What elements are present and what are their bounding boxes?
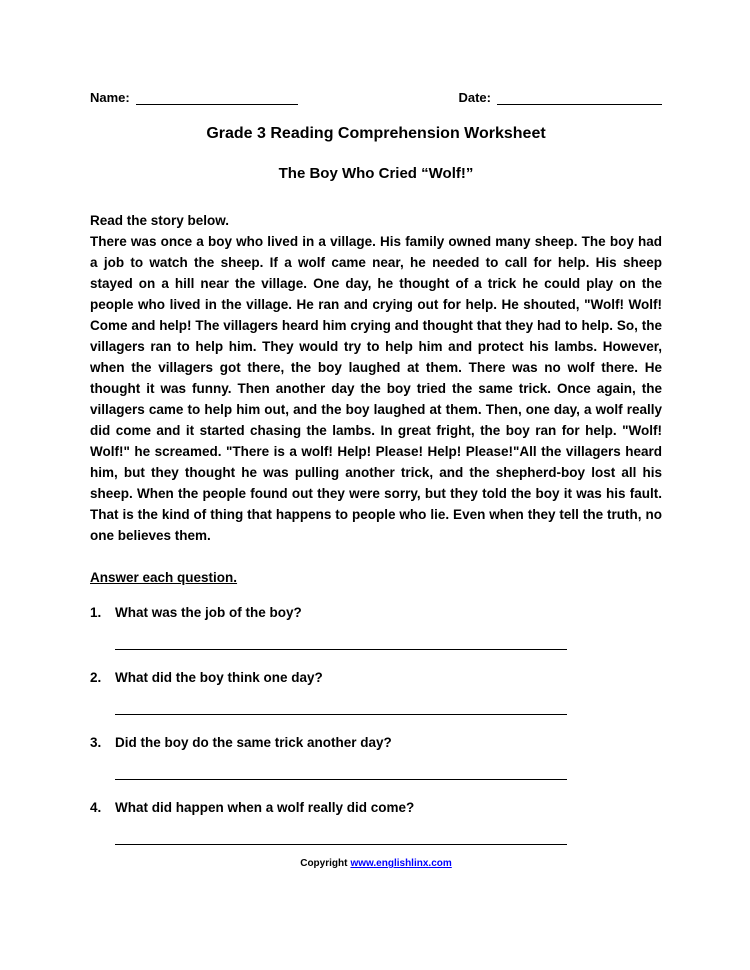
name-blank-line xyxy=(136,91,298,105)
name-label: Name: xyxy=(90,90,130,105)
question-3-text: Did the boy do the same trick another day? xyxy=(115,735,392,750)
copyright-label: Copyright xyxy=(300,858,348,869)
question-1-number: 1. xyxy=(90,605,102,620)
name-date-row xyxy=(90,90,662,105)
question-2-text: What did the boy think one day? xyxy=(115,670,323,685)
story-instruction: Read the story below. xyxy=(90,213,230,228)
answer-blank-line-1 xyxy=(115,649,567,650)
question-1-text: What was the job of the boy? xyxy=(115,605,302,620)
worksheet-title: Grade 3 Reading Comprehension Worksheet xyxy=(206,125,546,142)
answer-blank-line-3 xyxy=(115,779,567,780)
question-2 xyxy=(90,670,662,686)
name-field xyxy=(90,90,298,105)
story-title: The Boy Who Cried “Wolf!” xyxy=(278,165,474,182)
question-3 xyxy=(90,735,662,751)
answer-blank-line-4 xyxy=(115,844,567,845)
date-label: Date: xyxy=(458,90,491,105)
copyright-link[interactable]: www.englishlinx.com xyxy=(350,858,452,869)
date-field xyxy=(458,90,662,105)
footer xyxy=(90,858,662,869)
question-4-text: What did happen when a wolf really did come? xyxy=(115,800,415,815)
question-4-number: 4. xyxy=(90,800,102,815)
question-2-number: 2. xyxy=(90,670,102,685)
answer-blank-line-2 xyxy=(115,714,567,715)
date-blank-line xyxy=(497,91,662,105)
question-3-number: 3. xyxy=(90,735,102,750)
answer-heading: Answer each question. xyxy=(90,570,238,585)
story-text: There was once a boy who lived in a village. His family owned many sheep. The boy had a job to watch the sheep. If a wolf came near, he needed to call for help. His sheep stayed on a hill near the village. One day, he thought of a trick he could play on the people who lived in the village. He ran and crying out for help. He shouted, "Wolf! Wolf! Come and help! The villagers heard him crying and thought that they had to help. So, the villagers ran to help him. They would try to help him and protect his lambs. However, when the villagers got there, the boy laughed at them. There was no wolf there. He thought it was funny. Then another day the boy tried the same trick. Once again, the villagers came to help him out, and the boy laughed at them. Then, one day, a wolf really did come and it started chasing the lambs. In great fright, the boy ran for help. "Wolf! Wolf!" he screamed. "There is a wolf! Help! Please! Help! Please!"All the villagers heard him, but they thought he was pulling another trick, and the shepherd-boy lost all his sheep. When the people found out they were sorry, but they told the boy it was his fault. That is the kind of thing that happens to people who lie. Even when they tell the truth, no one believes them. xyxy=(90,234,662,543)
question-1 xyxy=(90,605,662,621)
question-4 xyxy=(90,800,662,816)
